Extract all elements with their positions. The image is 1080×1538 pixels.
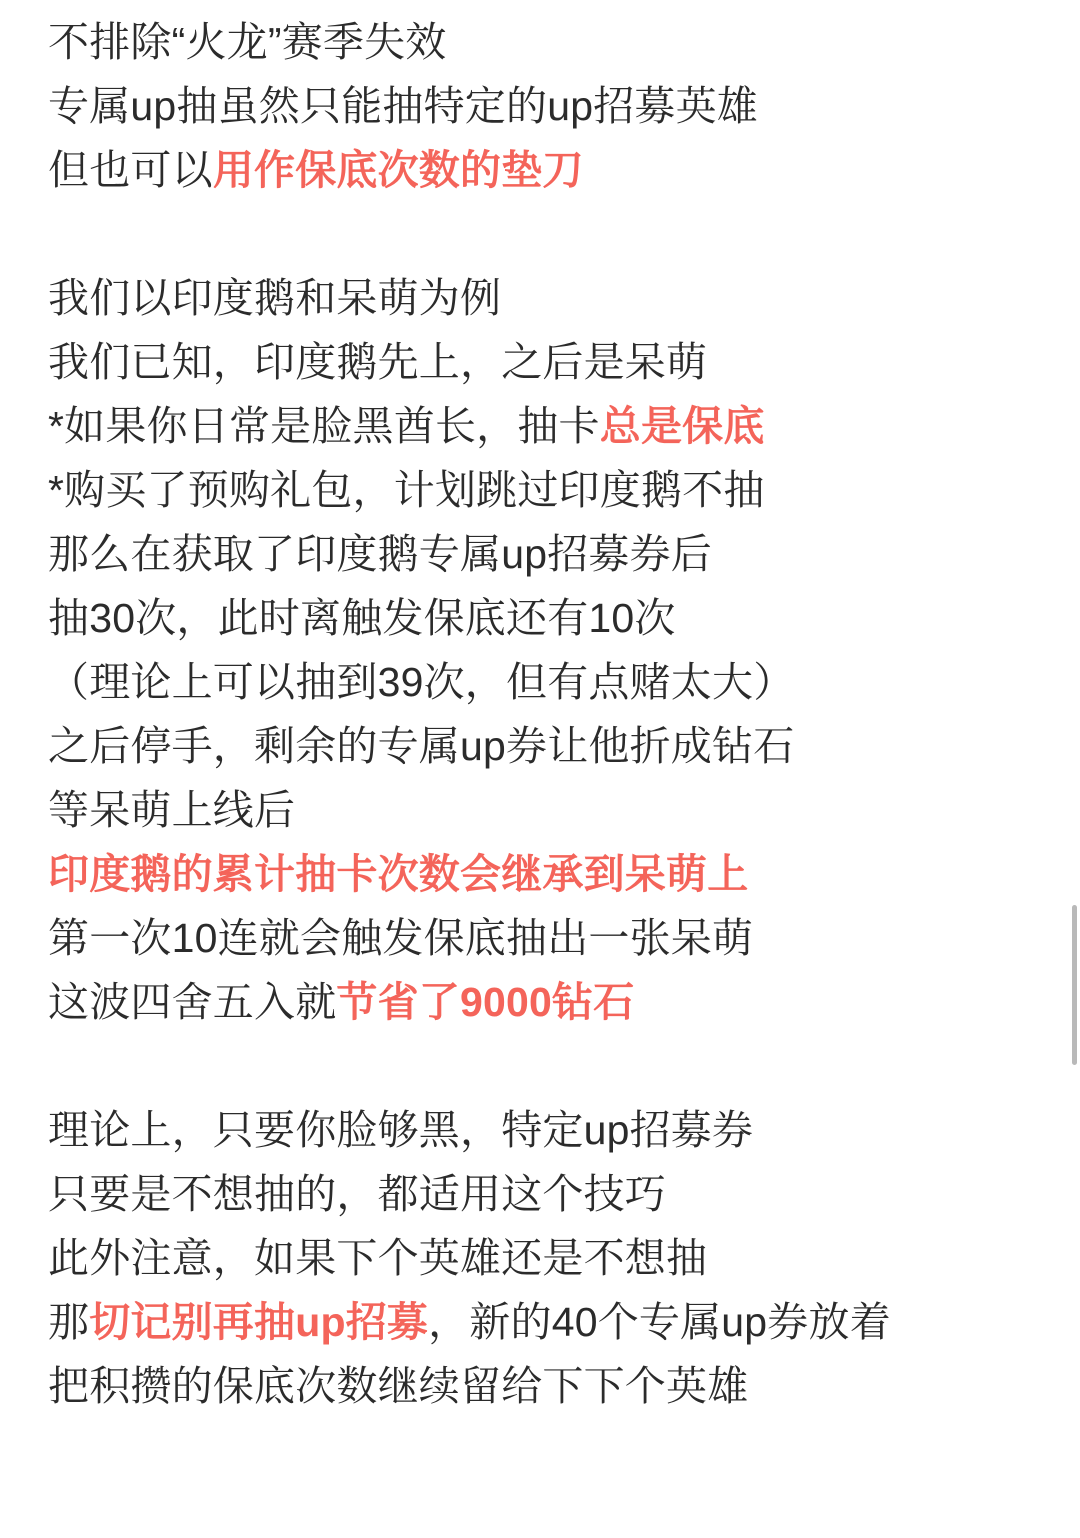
text-line <box>48 10 1040 74</box>
body-text: 那 <box>48 1299 90 1345</box>
body-text: 抽30次，此时离触发保底还有10次 <box>48 595 676 641</box>
text-line <box>48 74 1040 138</box>
text-line <box>48 330 1040 394</box>
text-line <box>48 970 1040 1034</box>
text-line <box>48 586 1040 650</box>
body-text: 但也可以 <box>48 147 213 193</box>
highlighted-text: 总是保底 <box>599 403 765 449</box>
document-text-body <box>48 10 1040 1418</box>
scrollbar-thumb[interactable] <box>1072 905 1077 1065</box>
body-text: 我们已知，印度鹅先上，之后是呆萌 <box>48 339 708 385</box>
body-text: 那么在获取了印度鹅专属up招募券后 <box>48 531 713 577</box>
paragraph-spacer <box>48 202 1040 266</box>
highlighted-text: 印度鹅的累计抽卡次数会继承到呆萌上 <box>48 851 749 897</box>
text-line <box>48 522 1040 586</box>
text-line <box>48 1162 1040 1226</box>
body-text: 只要是不想抽的，都适用这个技巧 <box>48 1171 666 1217</box>
text-line <box>48 714 1040 778</box>
body-text: 不排除“火龙”赛季失效 <box>48 19 447 65</box>
body-text: 我们以印度鹅和呆萌为例 <box>48 275 502 321</box>
text-line <box>48 1354 1040 1418</box>
highlighted-text: 节省了9000钻石 <box>336 979 635 1025</box>
text-line <box>48 266 1040 330</box>
text-line <box>48 1226 1040 1290</box>
body-text: *如果你日常是脸黑酋长，抽卡 <box>48 403 600 449</box>
highlighted-text: 用作保底次数的垫刀 <box>212 147 584 193</box>
text-line <box>48 1290 1040 1354</box>
paragraph-spacer <box>48 1034 1040 1098</box>
body-text: 理论上，只要你脸够黑，特定up招募券 <box>48 1107 754 1153</box>
text-line <box>48 842 1040 906</box>
body-text: *购买了预购礼包，计划跳过印度鹅不抽 <box>48 467 765 513</box>
body-text: （理论上可以抽到39次，但有点赌太大） <box>48 659 795 705</box>
body-text: 专属up抽虽然只能抽特定的up招募英雄 <box>48 83 759 129</box>
text-line <box>48 394 1040 458</box>
text-line <box>48 458 1040 522</box>
text-line <box>48 906 1040 970</box>
text-line <box>48 650 1040 714</box>
body-text: 这波四舍五入就 <box>48 979 337 1025</box>
body-text: 等呆萌上线后 <box>48 787 296 833</box>
body-text: ，新的40个专属up券放着 <box>428 1299 891 1345</box>
body-text: 之后停手，剩余的专属up券让他折成钻石 <box>48 723 795 769</box>
text-line <box>48 138 1040 202</box>
body-text: 此外注意，如果下个英雄还是不想抽 <box>48 1235 708 1281</box>
body-text: 把积攒的保底次数继续留给下下个英雄 <box>48 1363 749 1409</box>
scrollbar-track[interactable] <box>1072 0 1080 1538</box>
text-line <box>48 1098 1040 1162</box>
highlighted-text: 切记别再抽up招募 <box>89 1299 429 1345</box>
text-line <box>48 778 1040 842</box>
body-text: 第一次10连就会触发保底抽出一张呆萌 <box>48 915 754 961</box>
